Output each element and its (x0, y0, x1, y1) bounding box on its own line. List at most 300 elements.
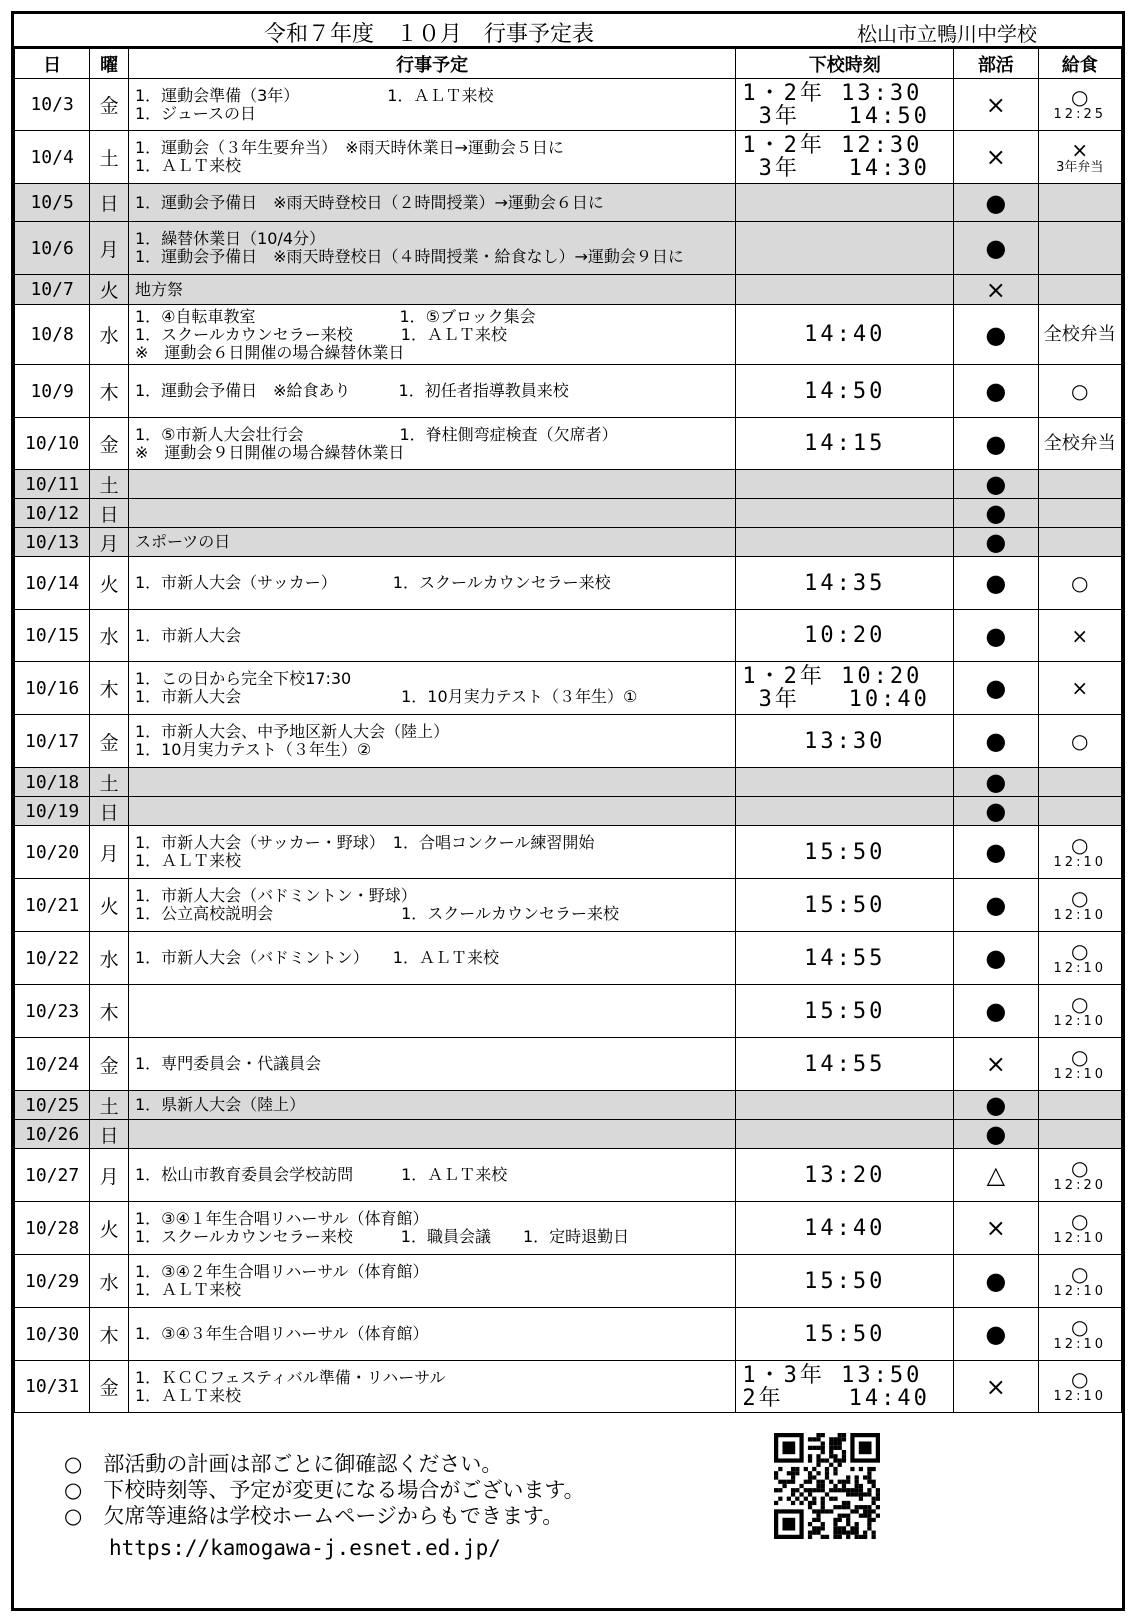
date-cell: 10/18 (15, 768, 90, 797)
header-club: 部活 (954, 49, 1038, 79)
lunch-cell (1038, 879, 1121, 932)
events-cell (128, 365, 735, 418)
dismissal-cell (736, 131, 954, 184)
club-status: ● (954, 470, 1038, 499)
club-status: ● (954, 1120, 1038, 1149)
events-cell (128, 985, 735, 1038)
event-line: 1．市新人大会（バドミントン・野球） (134, 886, 417, 905)
table-row (15, 184, 1122, 222)
dismissal-cell (736, 365, 954, 418)
events-cell (128, 826, 735, 879)
table-row (15, 826, 1122, 879)
weekday-cell: 水 (90, 610, 129, 662)
events-cell (128, 79, 735, 131)
page-title: 令和７年度 １０月 行事予定表 (264, 22, 595, 47)
events-cell (128, 1361, 735, 1413)
club-status: ● (954, 418, 1038, 470)
dismissal-time: 15:50 (804, 892, 886, 918)
event-line: 地方祭 (134, 279, 183, 299)
events-cell (128, 557, 735, 610)
events-cell (128, 305, 735, 365)
table-row (15, 610, 1122, 662)
dismissal-time: 14:40 (804, 1215, 886, 1241)
club-status: ● (954, 365, 1038, 418)
lunch-cell (1038, 275, 1121, 305)
lunch-cell (1038, 557, 1121, 610)
weekday-cell: 月 (90, 1149, 129, 1202)
club-status: ● (954, 1308, 1038, 1361)
header-dow: 曜 (90, 49, 129, 79)
dismissal-time: 14:15 (804, 431, 886, 456)
weekday-cell: 木 (90, 365, 129, 418)
event-line: 1．ＡＬＴ来校 (134, 1385, 242, 1405)
table-row (15, 365, 1122, 418)
events-cell (128, 528, 735, 557)
lunch-cell (1038, 418, 1121, 470)
dismissal-cell (736, 1361, 954, 1413)
dismissal-cell (736, 1120, 954, 1149)
table-row (15, 499, 1122, 528)
date-cell: 10/11 (15, 470, 90, 499)
event-line: 1．⑤市新人大会壮行会 1．脊柱側弯症検査（欠席者） (134, 424, 618, 444)
date-cell: 10/9 (15, 365, 90, 418)
dismissal-cell (736, 305, 954, 365)
table-row (15, 1120, 1122, 1149)
club-status: △ (954, 1149, 1038, 1202)
lunch-status: ○ (1071, 1314, 1089, 1339)
lunch-cell (1038, 528, 1121, 557)
lunch-cell (1038, 222, 1121, 275)
lunch-time: 12:25 (1053, 107, 1106, 122)
date-cell: 10/23 (15, 985, 90, 1038)
lunch-cell (1038, 184, 1121, 222)
date-cell: 10/20 (15, 826, 90, 879)
club-status: ● (954, 879, 1038, 932)
school-name: 松山市立鴨川中学校 (857, 22, 1037, 46)
events-cell (128, 768, 735, 797)
table-row (15, 985, 1122, 1038)
title-bar (14, 14, 1122, 48)
weekday-cell: 土 (90, 131, 129, 184)
events-cell (128, 1308, 735, 1361)
dismissal-time: 1・2年 12:30 (742, 133, 923, 158)
lunch-status: 全校弁当 (1043, 323, 1116, 345)
lunch-cell (1038, 1091, 1121, 1120)
dismissal-time: 10:20 (804, 623, 886, 648)
header-dismissal: 下校時刻 (736, 49, 954, 79)
weekday-cell: 土 (90, 1091, 129, 1120)
date-cell: 10/30 (15, 1308, 90, 1361)
school-url[interactable]: https://kamogawa-j.esnet.ed.jp/ (109, 1536, 501, 1560)
dismissal-cell (736, 222, 954, 275)
table-row (15, 1255, 1122, 1308)
event-line: 1．市新人大会、中予地区新人大会（陸上） (134, 722, 450, 741)
lunch-cell (1038, 797, 1121, 826)
club-status: ● (954, 826, 1038, 879)
lunch-time: 12:10 (1053, 1336, 1106, 1352)
dismissal-cell (736, 932, 954, 985)
lunch-status: × (1071, 137, 1089, 162)
event-line: 1．運動会（３年生要弁当） ※雨天時休業日→運動会５日に (134, 138, 564, 157)
header-lunch: 給食 (1038, 49, 1121, 79)
date-cell: 10/16 (15, 662, 90, 715)
club-status: ● (954, 715, 1038, 768)
dismissal-cell (736, 275, 954, 305)
lunch-status: ○ (1071, 85, 1089, 109)
dismissal-cell (736, 557, 954, 610)
lunch-cell (1038, 1149, 1121, 1202)
note-item: ○ 下校時刻等、予定が変更になる場合がございます。 (64, 1478, 585, 1502)
event-line: 1．市新人大会（サッカー・野球） 1．合唱コンクール練習開始 (134, 833, 595, 852)
event-line: 1．繰替休業日（10/4分） (134, 229, 326, 248)
date-cell: 10/10 (15, 418, 90, 470)
event-line: 1．松山市教育委員会学校訪問 1．ＡＬＴ来校 (134, 1165, 508, 1184)
dismissal-time: 14:40 (804, 322, 886, 347)
weekday-cell: 日 (90, 797, 129, 826)
lunch-cell (1038, 1202, 1121, 1255)
weekday-cell: 火 (90, 879, 129, 932)
weekday-cell: 土 (90, 470, 129, 499)
dismissal-time: 14:50 (804, 378, 886, 404)
lunch-cell (1038, 1255, 1121, 1308)
lunch-status: ○ (1071, 1261, 1089, 1286)
table-row (15, 932, 1122, 985)
table-row (15, 1091, 1122, 1120)
event-line: 1．運動会予備日 ※雨天時登校日（４時間授業・給食なし）→運動会９日に (134, 247, 684, 266)
note-item: ○ 欠席等連絡は学校ホームページからもできます。 (64, 1504, 564, 1528)
event-line: 1．市新人大会 1．10月実力テスト（３年生）① (134, 687, 638, 706)
event-line: スポーツの日 (134, 532, 231, 551)
weekday-cell: 金 (90, 79, 129, 131)
lunch-status: ○ (1071, 1155, 1089, 1180)
weekday-cell: 木 (90, 662, 129, 715)
lunch-cell (1038, 610, 1121, 662)
events-cell (128, 662, 735, 715)
table-row (15, 418, 1122, 470)
weekday-cell: 火 (90, 275, 129, 305)
weekday-cell: 金 (90, 1361, 129, 1413)
date-cell: 10/5 (15, 184, 90, 222)
weekday-cell: 金 (90, 418, 129, 470)
dismissal-cell (736, 768, 954, 797)
events-cell (128, 1038, 735, 1091)
qr-code-icon (774, 1433, 880, 1539)
event-line: 1．ＡＬＴ来校 (134, 1280, 242, 1299)
dismissal-time: 1・2年 10:20 (742, 664, 923, 689)
dismissal-cell (736, 79, 954, 131)
table-row (15, 797, 1122, 826)
lunch-status: ○ (1071, 991, 1089, 1016)
schedule-sheet (11, 11, 1125, 1611)
dismissal-time: 15:50 (804, 998, 886, 1024)
date-cell: 10/12 (15, 499, 90, 528)
date-cell: 10/15 (15, 610, 90, 662)
lunch-status: ○ (1071, 379, 1089, 403)
events-cell (128, 470, 735, 499)
lunch-time: 12:10 (1053, 1230, 1106, 1246)
weekday-cell: 月 (90, 826, 129, 879)
dismissal-cell (736, 499, 954, 528)
events-cell (128, 418, 735, 470)
events-cell (128, 932, 735, 985)
club-status: × (954, 79, 1038, 131)
club-status: ● (954, 557, 1038, 610)
lunch-cell (1038, 768, 1121, 797)
dismissal-time: 15:50 (804, 839, 886, 865)
dismissal-time: 1・3年 13:50 (742, 1362, 923, 1388)
club-status: ● (954, 1091, 1038, 1120)
club-status: × (954, 1202, 1038, 1255)
lunch-cell (1038, 499, 1121, 528)
club-status: ● (954, 1255, 1038, 1308)
dismissal-cell (736, 1255, 954, 1308)
table-row (15, 768, 1122, 797)
lunch-time: 12:10 (1053, 1389, 1106, 1404)
lunch-cell (1038, 470, 1121, 499)
date-cell: 10/17 (15, 715, 90, 768)
date-cell: 10/24 (15, 1038, 90, 1091)
dismissal-cell (736, 528, 954, 557)
lunch-time: 12:10 (1053, 1283, 1106, 1299)
club-status: ● (954, 305, 1038, 365)
lunch-cell (1038, 932, 1121, 985)
date-cell: 10/21 (15, 879, 90, 932)
dismissal-cell (736, 1149, 954, 1202)
dismissal-time: 3年 14:30 (742, 156, 930, 181)
weekday-cell: 日 (90, 184, 129, 222)
events-cell (128, 499, 735, 528)
lunch-status: ○ (1071, 729, 1089, 753)
date-cell: 10/14 (15, 557, 90, 610)
lunch-status: ○ (1071, 1044, 1089, 1069)
weekday-cell: 木 (90, 985, 129, 1038)
date-cell: 10/8 (15, 305, 90, 365)
lunch-time: 12:10 (1053, 854, 1106, 870)
weekday-cell: 土 (90, 768, 129, 797)
dismissal-cell (736, 1038, 954, 1091)
date-cell: 10/6 (15, 222, 90, 275)
club-status: ● (954, 985, 1038, 1038)
events-cell (128, 715, 735, 768)
event-line: 1．③④３年生合唱リハーサル（体育館） (134, 1324, 429, 1343)
events-cell (128, 610, 735, 662)
date-cell: 10/19 (15, 797, 90, 826)
club-status: ● (954, 932, 1038, 985)
weekday-cell: 水 (90, 932, 129, 985)
date-cell: 10/25 (15, 1091, 90, 1120)
lunch-cell (1038, 985, 1121, 1038)
lunch-cell (1038, 305, 1121, 365)
table-row (15, 222, 1122, 275)
table-row (15, 528, 1122, 557)
table-row (15, 131, 1122, 184)
event-line: 1．運動会予備日 ※給食あり 1．初任者指導教員来校 (134, 381, 569, 400)
events-cell (128, 1120, 735, 1149)
club-status: × (954, 1038, 1038, 1091)
table-row (15, 1202, 1122, 1255)
lunch-status: ○ (1071, 938, 1089, 963)
club-status: × (954, 131, 1038, 184)
event-line: 1．市新人大会（サッカー） 1．スクールカウンセラー来校 (134, 573, 611, 592)
club-status: ● (954, 528, 1038, 557)
date-cell: 10/29 (15, 1255, 90, 1308)
date-cell: 10/28 (15, 1202, 90, 1255)
event-line: 1．③④１年生合唱リハーサル（体育館） (134, 1209, 429, 1228)
weekday-cell: 日 (90, 1120, 129, 1149)
dismissal-cell (736, 1308, 954, 1361)
events-cell (128, 1091, 735, 1120)
events-cell (128, 1202, 735, 1255)
club-status: × (954, 1361, 1038, 1413)
lunch-cell (1038, 1361, 1121, 1413)
schedule-table (14, 48, 1122, 1413)
date-cell: 10/26 (15, 1120, 90, 1149)
dismissal-time: 1・2年 13:30 (742, 80, 923, 106)
club-status: ● (954, 662, 1038, 715)
weekday-cell: 火 (90, 557, 129, 610)
event-line: 1．市新人大会（バドミントン） 1．ＡＬＴ来校 (134, 948, 499, 967)
event-line: 1．公立高校説明会 1．スクールカウンセラー来校 (134, 904, 619, 923)
weekday-cell: 金 (90, 715, 129, 768)
weekday-cell: 月 (90, 528, 129, 557)
event-line: 1．③④２年生合唱リハーサル（体育館） (134, 1262, 429, 1281)
lunch-status: ○ (1071, 885, 1089, 910)
lunch-cell (1038, 1308, 1121, 1361)
lunch-status: × (1071, 623, 1089, 648)
lunch-status: ○ (1071, 832, 1089, 857)
events-cell (128, 1149, 735, 1202)
dismissal-cell (736, 715, 954, 768)
club-status: ● (954, 797, 1038, 826)
dismissal-cell (736, 418, 954, 470)
events-cell (128, 797, 735, 826)
weekday-cell: 水 (90, 1255, 129, 1308)
event-line: 1．市新人大会 (134, 625, 242, 645)
dismissal-cell (736, 826, 954, 879)
club-status: ● (954, 499, 1038, 528)
event-line: 1．ＡＬＴ来校 (134, 851, 242, 870)
lunch-time: 12:20 (1053, 1177, 1106, 1193)
date-cell: 10/4 (15, 131, 90, 184)
lunch-status: × (1071, 676, 1089, 700)
table-row (15, 662, 1122, 715)
event-line: 1．専門委員会・代議員会 (134, 1054, 322, 1073)
lunch-time: 12:10 (1053, 960, 1106, 976)
date-cell: 10/27 (15, 1149, 90, 1202)
lunch-status: ○ (1071, 1367, 1089, 1391)
lunch-time: 12:10 (1053, 907, 1106, 923)
header-date: 日 (15, 49, 90, 79)
dismissal-cell (736, 879, 954, 932)
event-line: 1．スクールカウンセラー来校 1．ＡＬＴ来校 (134, 324, 507, 344)
event-line: 1．10月実力テスト（３年生）② (134, 740, 372, 759)
club-status: ● (954, 222, 1038, 275)
table-row (15, 715, 1122, 768)
lunch-cell (1038, 662, 1121, 715)
table-row (15, 1361, 1122, 1413)
dismissal-cell (736, 184, 954, 222)
lunch-cell (1038, 131, 1121, 184)
weekday-cell: 水 (90, 305, 129, 365)
lunch-cell (1038, 365, 1121, 418)
event-line: 1．スクールカウンセラー来校 1．職員会議 1．定時退勤日 (134, 1227, 630, 1246)
club-status: × (954, 275, 1038, 305)
date-cell: 10/7 (15, 275, 90, 305)
date-cell: 10/13 (15, 528, 90, 557)
dismissal-cell (736, 797, 954, 826)
footer-notes (14, 1428, 1122, 1608)
dismissal-time: 13:20 (804, 1162, 886, 1188)
event-line: 1．④自転車教室 1．⑤ブロック集会 (134, 306, 536, 326)
dismissal-time: 2年 14:40 (742, 1385, 930, 1411)
events-cell (128, 879, 735, 932)
weekday-cell: 金 (90, 1038, 129, 1091)
lunch-time: 12:10 (1053, 1066, 1106, 1082)
event-line: ※ 運動会９日開催の場合繰替休業日 (134, 442, 405, 462)
table-header-row (15, 49, 1122, 79)
dismissal-time: 14:55 (804, 945, 886, 971)
dismissal-cell (736, 470, 954, 499)
table-row (15, 470, 1122, 499)
events-cell (128, 184, 735, 222)
event-line: 1．ＡＬＴ来校 (134, 156, 242, 175)
weekday-cell: 火 (90, 1202, 129, 1255)
table-row (15, 79, 1122, 131)
lunch-status: ○ (1071, 1208, 1089, 1233)
event-line: 1．県新人大会（陸上） (134, 1095, 306, 1114)
club-status: ● (954, 768, 1038, 797)
event-line: 1．運動会準備（3年） 1．ＡＬＴ来校 (134, 85, 494, 105)
weekday-cell: 月 (90, 222, 129, 275)
lunch-status: ○ (1071, 571, 1089, 595)
table-row (15, 1149, 1122, 1202)
dismissal-cell (736, 1202, 954, 1255)
date-cell: 10/31 (15, 1361, 90, 1413)
events-cell (128, 131, 735, 184)
lunch-cell (1038, 1038, 1121, 1091)
event-line: 1．この日から完全下校17:30 (134, 669, 352, 688)
event-line: 1．ジュースの日 (134, 103, 256, 123)
table-row (15, 1308, 1122, 1361)
event-line: ※ 運動会６日開催の場合繰替休業日 (134, 342, 405, 362)
dismissal-time: 15:50 (804, 1321, 886, 1347)
events-cell (128, 275, 735, 305)
lunch-cell (1038, 715, 1121, 768)
lunch-cell (1038, 826, 1121, 879)
dismissal-cell (736, 610, 954, 662)
dismissal-cell (736, 662, 954, 715)
club-status: ● (954, 184, 1038, 222)
date-cell: 10/22 (15, 932, 90, 985)
schedule-body (15, 79, 1122, 1413)
header-events: 行事予定 (128, 49, 735, 79)
dismissal-time: 13:30 (804, 728, 886, 754)
date-cell: 10/3 (15, 79, 90, 131)
lunch-time: 12:10 (1053, 1013, 1106, 1029)
lunch-cell (1038, 79, 1121, 131)
note-item: ○ 部活動の計画は部ごとに御確認ください。 (64, 1452, 503, 1476)
table-row (15, 305, 1122, 365)
table-row (15, 275, 1122, 305)
table-row (15, 879, 1122, 932)
dismissal-cell (736, 985, 954, 1038)
weekday-cell: 木 (90, 1308, 129, 1361)
dismissal-time: 15:50 (804, 1268, 886, 1294)
event-line: 1．運動会予備日 ※雨天時登校日（２時間授業）→運動会６日に (134, 192, 604, 212)
lunch-cell (1038, 1120, 1121, 1149)
events-cell (128, 1255, 735, 1308)
lunch-status: 全校弁当 (1043, 432, 1116, 454)
